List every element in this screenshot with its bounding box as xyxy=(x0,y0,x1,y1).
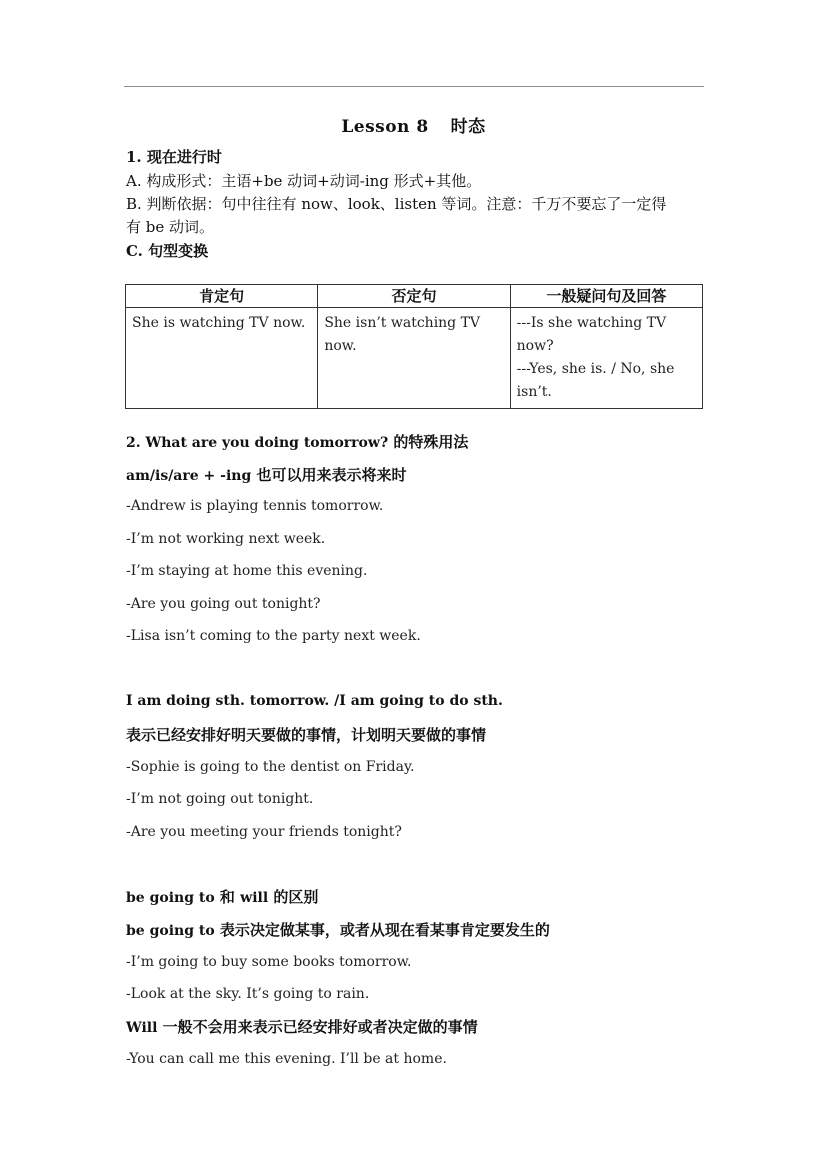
table-cell-affirmative: She is watching TV now. xyxy=(126,308,318,409)
section4-subheading-2 xyxy=(126,1016,478,1037)
table-row xyxy=(126,308,703,409)
section4-heading xyxy=(126,886,318,907)
example-sentence: -Lisa isn’t coming to the party next week. xyxy=(126,628,421,644)
lesson-label: Lesson 8 xyxy=(341,117,429,137)
header-rule xyxy=(124,86,704,87)
section4-sub2-cn: 一般不会用来表示已经安排好或者决定做的事情 xyxy=(162,1018,478,1036)
section2-heading-cn: 的特殊用法 xyxy=(393,433,469,451)
example-sentence: -I’m not going out tonight. xyxy=(126,791,314,807)
page-title xyxy=(0,112,827,137)
section2-sub-en: am/is/are + -ing xyxy=(126,468,252,484)
table-header-row xyxy=(126,285,703,308)
example-sentence: -Look at the sky. It’s going to rain. xyxy=(126,986,370,1002)
section4-heading-b: 和 xyxy=(219,888,235,906)
sentence-pattern-table xyxy=(125,284,703,409)
section2-sub-cn: 也可以用来表示将来时 xyxy=(256,466,407,484)
table-header-cell: 一般疑问句及回答 xyxy=(510,285,702,308)
section1-heading: 1. 现在进行时 xyxy=(126,148,222,166)
section3-subheading: 表示已经安排好明天要做的事情，计划明天要做的事情 xyxy=(126,726,487,744)
section2-subheading xyxy=(126,464,407,485)
section3-heading: I am doing sth. tomorrow. /I am going to do sth. xyxy=(126,693,503,709)
example-sentence: -Sophie is going to the dentist on Friday. xyxy=(126,759,415,775)
section1-item-b-line1: B. 判断依据：句中往往有 now、look、listen 等词。注意：千万不要忘了一定得 xyxy=(126,195,667,213)
example-sentence: -Are you meeting your friends tonight? xyxy=(126,824,402,840)
question-line: ---Is she watching TV now? xyxy=(516,315,667,354)
section2-heading xyxy=(126,431,468,452)
example-sentence: -Andrew is playing tennis tomorrow. xyxy=(126,498,384,514)
table-header-cell: 肯定句 xyxy=(126,285,318,308)
example-sentence: -Are you going out tonight? xyxy=(126,596,321,612)
section4-heading-c: will xyxy=(240,890,269,906)
section1-item-c: C. 句型变换 xyxy=(126,242,209,260)
section4-sub1-en: be going to xyxy=(126,923,215,939)
table-header-cell: 否定句 xyxy=(318,285,510,308)
section4-sub1-cn: 表示决定做某事，或者从现在看某事肯定要发生的 xyxy=(219,921,550,939)
example-sentence: -I’m staying at home this evening. xyxy=(126,563,368,579)
section1-item-a: A. 构成形式：主语+be 动词+动词-ing 形式+其他。 xyxy=(126,172,482,190)
table-cell-question xyxy=(510,308,702,409)
answer-line: ---Yes, she is. / No, she isn’t. xyxy=(516,361,675,400)
section4-heading-d: 的区别 xyxy=(273,888,319,906)
example-sentence: -I’m going to buy some books tomorrow. xyxy=(126,954,412,970)
section1-item-b-line2: 有 be 动词。 xyxy=(126,218,215,236)
lesson-topic: 时态 xyxy=(450,117,486,137)
example-sentence: -I’m not working next week. xyxy=(126,531,326,547)
section4-heading-a: be going to xyxy=(126,890,215,906)
table-cell-negative: She isn’t watching TV now. xyxy=(318,308,510,409)
example-sentence: -You can call me this evening. I’ll be at home. xyxy=(126,1051,447,1067)
section4-subheading-1 xyxy=(126,919,550,940)
section2-heading-en: 2. What are you doing tomorrow? xyxy=(126,435,389,451)
section4-sub2-en: Will xyxy=(126,1020,158,1036)
